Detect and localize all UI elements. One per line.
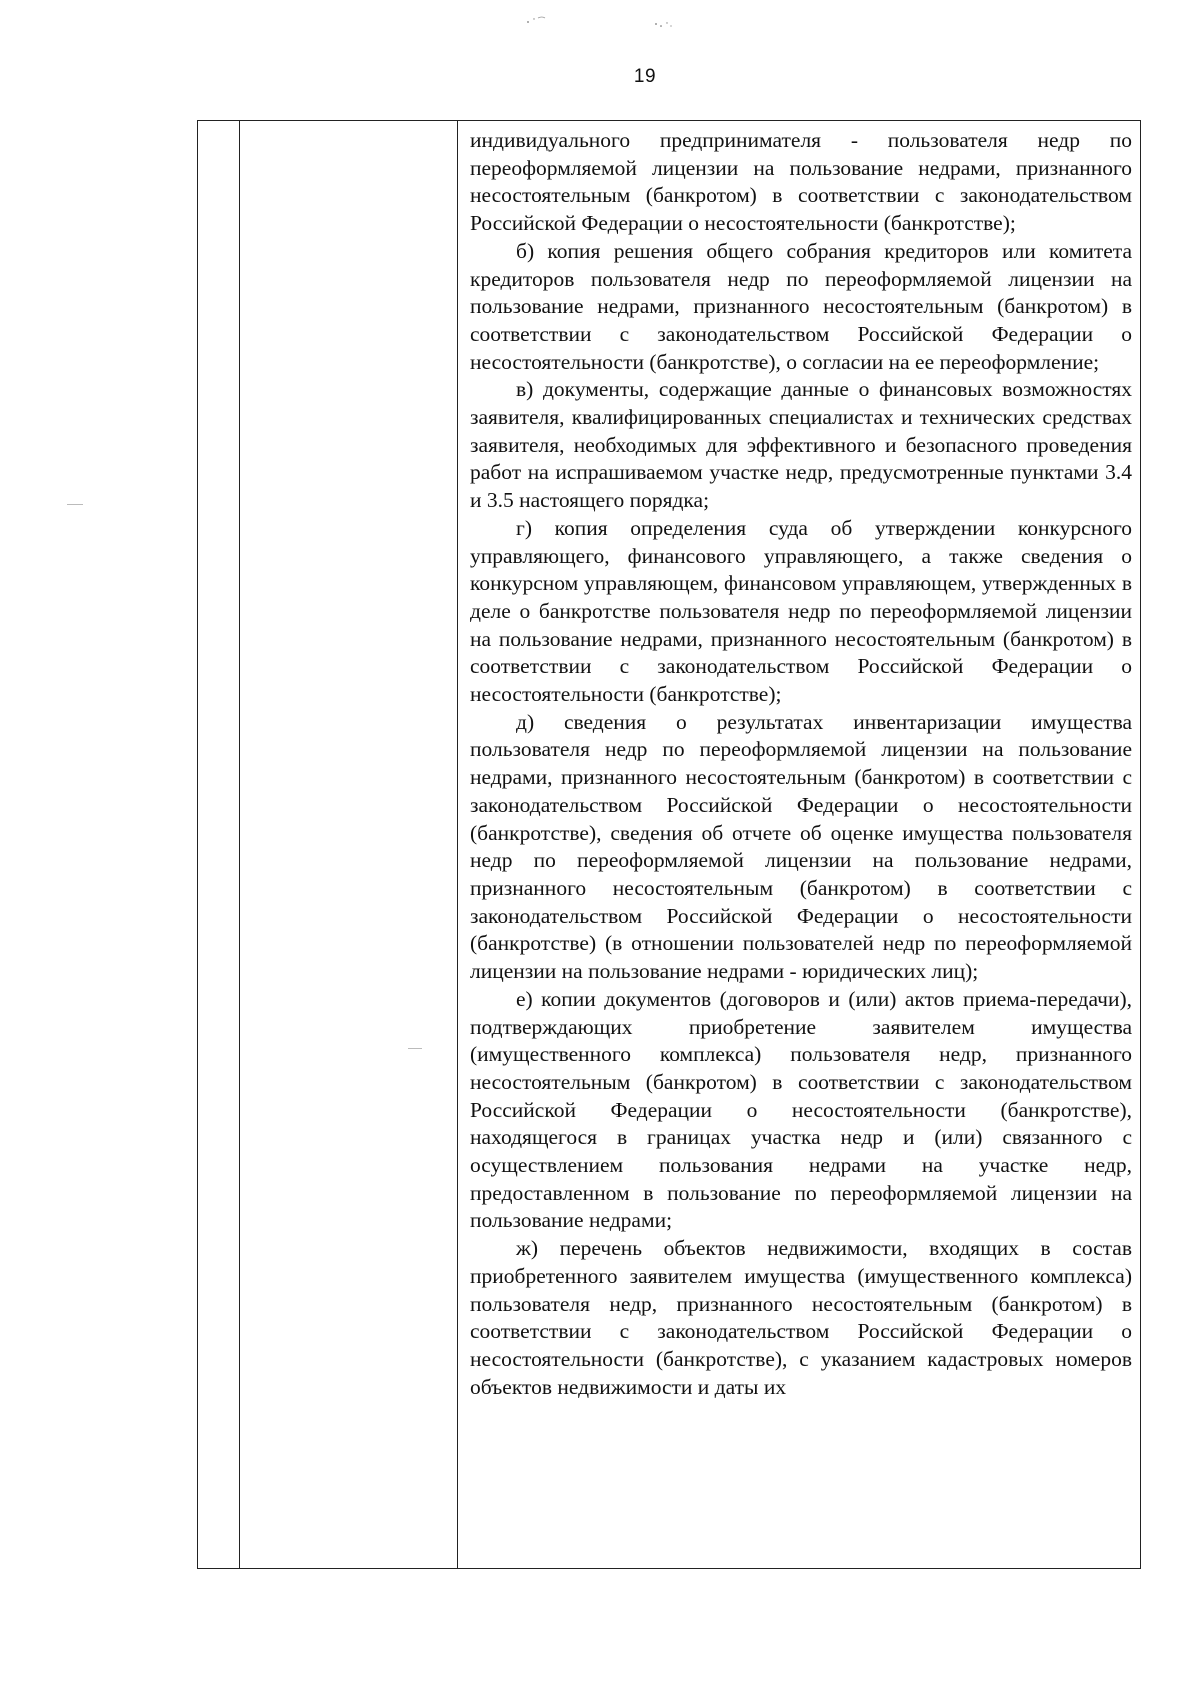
paragraph-item-b: б) копия решения общего собрания кредиторов или комитета кредиторов пользователя недр по переоформляемой лицензии на пользование недрами, признанного несостоятельным (банкротом) в соответствии с законодательством Российской Федерации о несостоятельности (банкротстве), о согласии на ее переоформление; (470, 238, 1132, 374)
paragraph-continuation: индивидуального предпринимателя - пользователя недр по переоформляемой лицензии на пользование недрами, признанного несостоятельным (банкротом) в соответствии с законодательством Российской Федерации о несостоятельности (банкротстве); (470, 128, 1132, 236)
scan-artifact (520, 10, 700, 40)
document-table (197, 120, 1141, 1569)
paragraph-item-e: е) копии документов (договоров и (или) актов приема-передачи), подтверждающих приобретение заявителем имущества (имущественного комплекса) пользователя недр, признанного несостоятельным (банкротом) в соответствии с законодательством Российской Федерации о несостоятельности (банкротстве), находящегося в границах участка недр и (или) связанного с осуществлением пользования недрами на участке недр, предоставленном в пользование по переоформляемой лицензии на пользование недрами; (470, 986, 1132, 1233)
paragraph-item-v: в) документы, содержащие данные о финансовых возможностях заявителя, квалифицированных специалистах и технических средствах заявителя, необходимых для эффективного и безопасного проведения работ на испрашиваемом участке недр, предусмотренные пунктами 3.4 и 3.5 настоящего порядка; (470, 377, 1132, 513)
table-column-name (240, 121, 458, 1568)
paragraph-item-g: г) копия определения суда об утверждении конкурсного управляющего, финансового управляющего, а также сведения о конкурсном управляющем, финансовом управляющем, утвержденных в деле о банкротстве пользователя недр по переоформляемой лицензии на пользование недрами, признанного несостоятельным (банкротом) в соответствии с законодательством Российской Федерации о несостоятельности (банкротстве); (470, 515, 1132, 707)
paragraph-item-zh: ж) перечень объектов недвижимости, входящих в состав приобретенного заявителем имущества (имущественного комплекса) пользователя недр, признанного несостоятельным (банкротом) в соответствии с законодательством Российской Федерации о несостоятельности (банкротстве), с указанием кадастровых номеров объектов недвижимости и даты их (470, 1236, 1132, 1399)
table-column-content (458, 121, 1140, 1568)
scan-mark (67, 504, 83, 505)
page-number: 19 (633, 66, 657, 87)
paragraph-item-d: д) сведения о результатах инвентаризации имущества пользователя недр по переоформляемой лицензии на пользование недрами, признанного несостоятельным (банкротом) в соответствии с законодательством Российской Федерации о несостоятельности (банкротстве), сведения об отчете об оценке имущества пользователя недр по переоформляемой лицензии на пользование недрами, признанного несостоятельным (банкротом) в соответствии с законодательством Российской Федерации о несостоятельности (банкротстве) (в отношении пользователей недр по переоформляемой лицензии на пользование недрами - юридических лиц); (470, 709, 1132, 984)
table-column-number (198, 121, 240, 1568)
